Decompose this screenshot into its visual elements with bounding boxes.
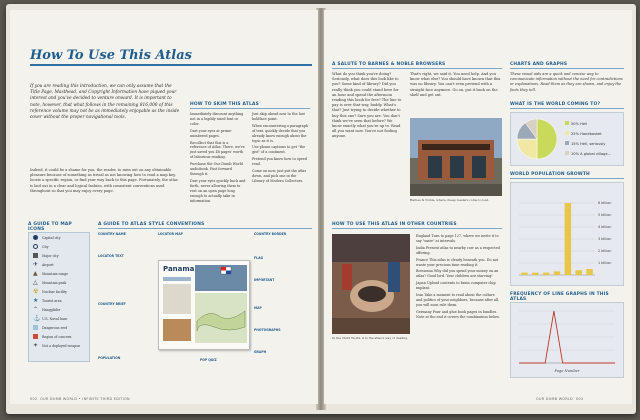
y-tick-label: 6 billion bbox=[598, 201, 612, 206]
weapon-icon: ✦ bbox=[33, 342, 39, 349]
countries-list bbox=[416, 234, 502, 322]
x-axis-label: Page Number bbox=[554, 369, 580, 373]
charts-intro: These visual aids are a quick and concise way to communicate information without the need for contradictions or explanations. Read them as they are shown, and enjoy the facts they tell. bbox=[510, 72, 623, 92]
key-row: City bbox=[29, 242, 89, 251]
bar-chart-title: WORLD POPULATION GROWTH bbox=[510, 172, 624, 179]
key-row: ✦ Not a deployed weapon bbox=[33, 342, 81, 349]
barnes-heading: A SALUTE TO BARNES & NOBLE BROWSERS bbox=[332, 62, 502, 69]
country-tip: Japan Upload contents to brain computer chip implant. bbox=[416, 281, 496, 291]
callout-photographs: PHOTOGRAPHS bbox=[254, 328, 281, 332]
bar bbox=[586, 269, 593, 275]
skim-bullet: Pretend you know how to speed read. bbox=[252, 157, 307, 167]
key-row: ✈ Airport bbox=[33, 261, 54, 268]
callout-flag: FLAG bbox=[254, 256, 264, 260]
callout-locator-text: LOCATOR TEXT bbox=[98, 254, 124, 258]
bar-chart bbox=[511, 183, 623, 285]
line-chart-box bbox=[510, 302, 624, 378]
legend-label: 25% Handbasket bbox=[571, 132, 602, 136]
callout-population: POPULATION bbox=[98, 356, 121, 360]
legend-swatch bbox=[565, 141, 569, 145]
country-tip: France This atlas is clearly beneath you. Do not waste your precious time reading it. bbox=[416, 257, 499, 267]
legend-label: 50% Hell bbox=[571, 122, 588, 126]
skim-bullets-col2 bbox=[252, 112, 310, 186]
skim-bullet: Dart your eyes at prime-numbered pages. bbox=[190, 128, 233, 138]
capital-icon bbox=[33, 235, 38, 240]
hangglider-icon: ⌃ bbox=[33, 306, 39, 313]
key-row: ⚓ U.S. Naval base bbox=[33, 315, 68, 322]
legend-label: 15% Hell, seriously bbox=[571, 142, 606, 146]
bar bbox=[543, 273, 550, 275]
key-row: △ Mountain peak bbox=[33, 279, 67, 286]
barnes-text-2: That's right, we said it. You need help. And you know what else? You should have known that this was no library. You can't even pretend with a straight face anymore. Go on, put it back on the shelf and get out. bbox=[410, 72, 501, 97]
country-tip: Germany Pour and glue book pages in bundles. Note at the end it covers the combination below. bbox=[416, 309, 500, 319]
mountain-peak-icon: △ bbox=[33, 279, 38, 286]
skim-bullet: Dart your eyes quickly back and forth, never allowing them to rest on an open page long enough to actually take in information. bbox=[190, 178, 246, 203]
callout-locator-map: LOCATOR MAP bbox=[158, 232, 183, 236]
major-city-icon bbox=[33, 253, 38, 258]
key-row: ⌃ Hangglider bbox=[33, 306, 61, 313]
callout-graph: GRAPH bbox=[254, 350, 267, 354]
bookstore-caption: Barnes & Noble, where cheap readers come to loaf. bbox=[410, 198, 489, 202]
country-tip: Iran Take a moment to read about the culture and politics of your neighbors, because after all, you will soon rule them. bbox=[416, 293, 500, 307]
charts-heading: CHARTS AND GRAPHS bbox=[510, 62, 624, 69]
bar bbox=[521, 273, 528, 275]
pilgrims-caption: In the Third World, it is the atlas's way of dealing. bbox=[332, 336, 409, 340]
callout-map: MAP bbox=[254, 306, 262, 310]
key-row: Region of concern bbox=[29, 332, 89, 341]
intro-paragraph: If you are reading this introduction, we can only assume that the Title Page, Masthead, and Copyright Information have piqued your interest and you've decided to venture onward. It is important to note, however, that what follows in the remaining 816,000 of this reference volume may not be as immediately enjoyable as the inside cover without the proper navigational tools. bbox=[30, 84, 180, 121]
key-row: ★ Tourist area bbox=[33, 297, 62, 304]
page-title: How To Use This Atlas bbox=[30, 48, 192, 63]
pilgrims-illustration bbox=[332, 234, 410, 334]
pie-slice bbox=[537, 119, 557, 159]
legend-swatch bbox=[565, 121, 569, 125]
left-page bbox=[10, 10, 318, 404]
body-paragraph: Indeed, it could be a shame for you, the reader, to miss out on any obtainable pleasure because of something as trivial as not knowing how to read a map key, locate a specific region, or find your way back to this page. Fortunately, the atlas is laid out in a clear and logical fashion, with consistent conventions used throughout so that you may enjoy every page. bbox=[30, 168, 178, 193]
bar-chart-box bbox=[510, 182, 624, 286]
spread-thumbnail bbox=[159, 261, 251, 351]
pie-chart bbox=[511, 113, 623, 165]
bookstore-photo bbox=[410, 118, 502, 196]
city-icon bbox=[33, 244, 38, 249]
bar bbox=[565, 203, 572, 275]
other-countries-heading: HOW TO USE THIS ATLAS IN OTHER COUNTRIES bbox=[332, 222, 502, 229]
bar bbox=[575, 270, 582, 275]
key-row: Major city bbox=[29, 251, 89, 260]
callout-country-border: COUNTRY BORDER bbox=[254, 232, 287, 236]
y-tick-label: 2 billion bbox=[598, 249, 612, 254]
callout-country-brief: COUNTRY BRIEF bbox=[98, 302, 126, 306]
skim-bullet: Just skip ahead now to the last boldface point. bbox=[252, 112, 305, 121]
right-page bbox=[324, 10, 632, 404]
skim-heading: HOW TO SKIM THIS ATLAS bbox=[190, 102, 310, 109]
callout-important: IMPORTANT bbox=[254, 278, 275, 282]
bar bbox=[532, 273, 539, 275]
line-chart-title: FREQUENCY OF LINE GRAPHS IN THIS ATLAS bbox=[510, 292, 624, 304]
skim-bullet: Purchase the Our Dumb World audiobook. Fast forward through it. bbox=[190, 162, 243, 176]
naval-base-icon: ⚓ bbox=[33, 315, 41, 322]
open-book bbox=[6, 4, 636, 414]
y-tick-label: 5 billion bbox=[598, 213, 612, 218]
airport-icon: ✈ bbox=[33, 261, 39, 268]
pie-slice bbox=[517, 139, 537, 159]
key-row: ▲ Mountain range bbox=[33, 270, 68, 277]
pie-chart-title: WHAT IS THE WORLD COMING TO? bbox=[510, 102, 624, 109]
y-tick-label: 1 billion bbox=[598, 261, 612, 266]
legend-swatch bbox=[565, 151, 569, 155]
right-footer: OUR DUMB WORLD 003 bbox=[536, 397, 584, 401]
legend-swatch bbox=[565, 131, 569, 135]
skim-bullet: Come on now, just put the atlas down, and pick one in the Library of Modern Collectors. bbox=[252, 169, 307, 183]
region-concern-icon bbox=[33, 334, 38, 339]
country-tip: India Present atlas to nearby cow as a respected offering. bbox=[416, 245, 500, 255]
skim-bullet: Use phone captions to get "the gist" of a continent. bbox=[252, 145, 306, 155]
pilgrims-photo bbox=[332, 234, 410, 334]
bar bbox=[554, 271, 561, 275]
barnes-text: What do you think you're doing? Seriously, what does this look like to you? Some kind of library? Did you really think you could stand here for an hour and spend the afternoon reading this book for free? The line to pay is over that way, buddy. What's that? Just trying to decide whether to buy this one? Sure you are. You don't think we've seen that before? We know exactly what you're up to. Read all you want now. You're not fooling anyone. bbox=[332, 72, 402, 139]
tourist-icon: ★ bbox=[33, 297, 39, 304]
spread-country-name: Panama bbox=[163, 265, 195, 273]
callout-pop-quiz: POP QUIZ bbox=[200, 358, 217, 362]
key-row: Dangerous reef bbox=[29, 323, 89, 332]
key-row: ☢ Nuclear facility bbox=[33, 288, 67, 295]
conventions-heading: A GUIDE TO ATLAS STYLE CONVENTIONS bbox=[98, 222, 312, 229]
title-band bbox=[30, 46, 312, 66]
y-tick-label: 4 billion bbox=[598, 225, 612, 230]
reef-icon bbox=[33, 325, 38, 330]
callout-country-name: COUNTRY NAME bbox=[98, 232, 126, 236]
country-tip: England Turn to page 127, where we invite it to say "mate" at intervals. bbox=[416, 234, 499, 243]
skim-bullet: When encountering a paragraph of text, quickly decide that you already know enough about the topic as it is. bbox=[252, 123, 309, 143]
bookstore-illustration bbox=[410, 118, 502, 196]
legend-label: 10% A global village... bbox=[571, 152, 612, 156]
skim-bullet: Immediately discount anything not in a legibly sized font or color. bbox=[190, 112, 244, 126]
map-icon-key bbox=[28, 232, 90, 362]
y-tick-label: 3 billion bbox=[598, 237, 612, 242]
mountain-range-icon: ▲ bbox=[33, 270, 38, 277]
map-icons-heading: A GUIDE TO MAP ICONS bbox=[28, 222, 90, 234]
pie-chart-box bbox=[510, 112, 624, 166]
nuclear-icon: ☢ bbox=[33, 288, 39, 295]
panama-spread-sample bbox=[158, 260, 250, 350]
skim-bullet: Recollect that this is a reference of Atlas. There, we've just saved you 48 pages' worth of laborious reading. bbox=[190, 140, 245, 160]
line-chart bbox=[511, 303, 623, 377]
key-row: Capital city bbox=[29, 233, 89, 242]
skim-bullets-col1 bbox=[190, 112, 246, 205]
country-tip: Botswana Why did you spend your money on an atlas? Good lord. Your children are starving! bbox=[416, 269, 499, 279]
left-footer: 002 OUR DUMB WORLD • INFINITE THIRD EDITION bbox=[30, 397, 130, 401]
